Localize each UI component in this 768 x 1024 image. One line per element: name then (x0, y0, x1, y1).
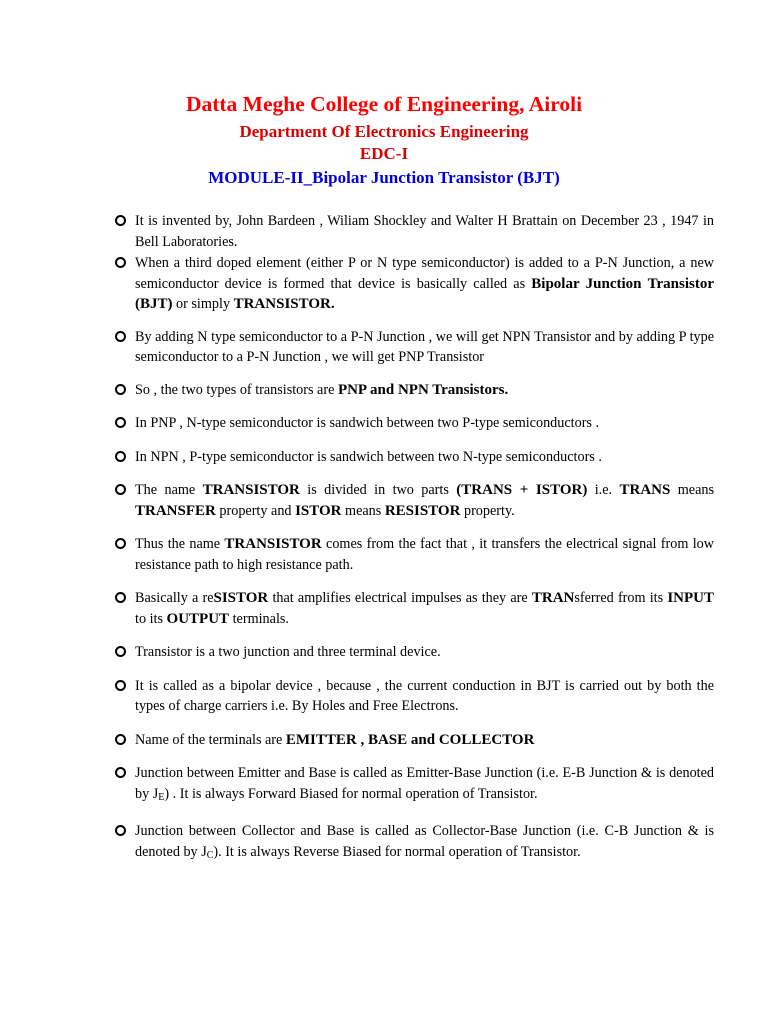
bullet-text: It is invented by, John Bardeen , Wiliam Shockley and Walter H Brattain on December 23 , 1947 in Bell Laboratories. (135, 213, 714, 250)
bullet-text: comes from the fact that , it transfers the electrical signal from low resistance path to high resistance path. (135, 536, 714, 573)
bullet-text: or simply (172, 296, 234, 312)
college-title: Datta Meghe College of Engineering, Airoli (185, 92, 583, 116)
bullet-text: terminals. (229, 610, 289, 627)
bullet-text: It is called as a bipolar device , because , the current conduction in BJT is carried out by both the types of charge carriers i.e. By Holes and Free Electrons. (135, 677, 714, 714)
bullet-text: means (341, 502, 385, 519)
bullet-bold-text: TRANSISTOR (224, 536, 322, 552)
bullet-text: By adding N type semiconductor to a P-N Junction , we will get NPN Transistor and by adding P type semiconductor to a P-N Junction , we will get PNP Transistor (135, 328, 714, 365)
list-item (114, 480, 714, 521)
bullet-text: that amplifies electrical impulses as they are (268, 590, 532, 606)
bullet-bold-text: TRANS (619, 482, 671, 498)
list-item (114, 821, 714, 866)
bullet-bold-text: PNP and NPN Transistors. (337, 381, 509, 398)
bullet-text: Junction between Emitter and Base is called as Emitter-Base Junction (i.e. E-B Junction & is denoted by J (135, 765, 714, 802)
list-item (114, 534, 714, 575)
subject-title: EDC-I (359, 144, 409, 163)
bullet-bold-text: OUTPUT (166, 610, 230, 627)
bullet-circle-icon (115, 767, 126, 778)
list-item (114, 380, 714, 401)
bullet-circle-icon (115, 734, 126, 745)
bullet-bold-text: TRANSISTOR (202, 482, 300, 498)
list-item (114, 327, 714, 368)
bullet-text: to its (135, 610, 167, 627)
bullet-circle-icon (115, 646, 126, 657)
list-item (114, 253, 714, 315)
subscript-text: C (206, 849, 214, 861)
bullet-text: In PNP , N-type semiconductor is sandwich between two P-type semiconductors . (135, 415, 600, 431)
bullet-circle-icon (115, 417, 126, 428)
list-item (114, 588, 714, 629)
list-item (114, 211, 714, 252)
subscript-text: E (158, 791, 165, 803)
list-item (114, 413, 714, 434)
bullet-circle-icon (115, 825, 126, 836)
bullet-text: property and (215, 502, 296, 519)
bullet-circle-icon (115, 215, 126, 226)
bullet-circle-icon (115, 331, 126, 342)
bullet-bold-text: SISTOR (213, 590, 269, 606)
bullet-circle-icon (115, 384, 126, 395)
module-title: MODULE-II_Bipolar Junction Transistor (BJT) (208, 168, 560, 187)
list-item (114, 730, 714, 751)
bullet-text: ) . It is always Forward Biased for normal operation of Transistor. (164, 785, 538, 802)
bullet-bold-text: TRANSISTOR. (233, 296, 335, 312)
bullet-bold-text: Bipolar Junction Transistor (BJT) (135, 275, 714, 312)
list-item (114, 642, 714, 663)
bullet-bold-text: EMITTER , BASE and COLLECTOR (285, 731, 535, 748)
bullet-circle-icon (115, 257, 126, 268)
bullet-text: Name of the terminals are (135, 731, 286, 748)
department-title: Department Of Electronics Engineering (239, 122, 529, 141)
bullet-text: When a third doped element (either P or N type semiconductor) is added to a P-N Junction, a new semiconductor device is formed that device is basically called as (135, 255, 714, 292)
bullet-text: is divided in two parts (299, 482, 457, 498)
bullet-text: So , the two types of transistors are (135, 381, 338, 398)
bullet-text: sferred from its (574, 590, 668, 606)
bullet-text: Transistor is a two junction and three terminal device. (135, 644, 441, 660)
bullet-bold-text: TRAN (531, 590, 575, 606)
bullet-circle-icon (115, 484, 126, 495)
list-item (114, 763, 714, 808)
bullet-bold-text: RESISTOR (384, 502, 461, 519)
bullet-bold-text: TRANSFER (135, 502, 216, 519)
bullet-text: means (670, 482, 715, 498)
bullet-text: Basically a re (135, 590, 214, 606)
bullet-text: property. (460, 502, 515, 519)
bullet-bold-text: INPUT (667, 590, 714, 606)
list-item (114, 447, 714, 468)
bullet-text: The name (135, 482, 203, 498)
bullet-bold-text: ISTOR (295, 502, 342, 519)
bullet-circle-icon (115, 538, 126, 549)
bullet-text: Junction between Collector and Base is called as Collector-Base Junction (i.e. C-B Junction & is denoted by J (135, 823, 714, 860)
list-item (114, 676, 714, 717)
bullet-text: i.e. (587, 482, 620, 498)
bullet-text: In NPN , P-type semiconductor is sandwich between two N-type semiconductors . (135, 448, 602, 465)
bullet-text: Thus the name (135, 536, 225, 552)
bullet-circle-icon (115, 592, 126, 603)
bullet-text: ). It is always Reverse Biased for normal operation of Transistor. (213, 843, 581, 860)
bullet-circle-icon (115, 451, 126, 462)
document-header (0, 0, 768, 189)
bullet-list (114, 211, 714, 866)
bullet-bold-text: (TRANS + ISTOR) (456, 482, 588, 498)
bullet-circle-icon (115, 680, 126, 691)
